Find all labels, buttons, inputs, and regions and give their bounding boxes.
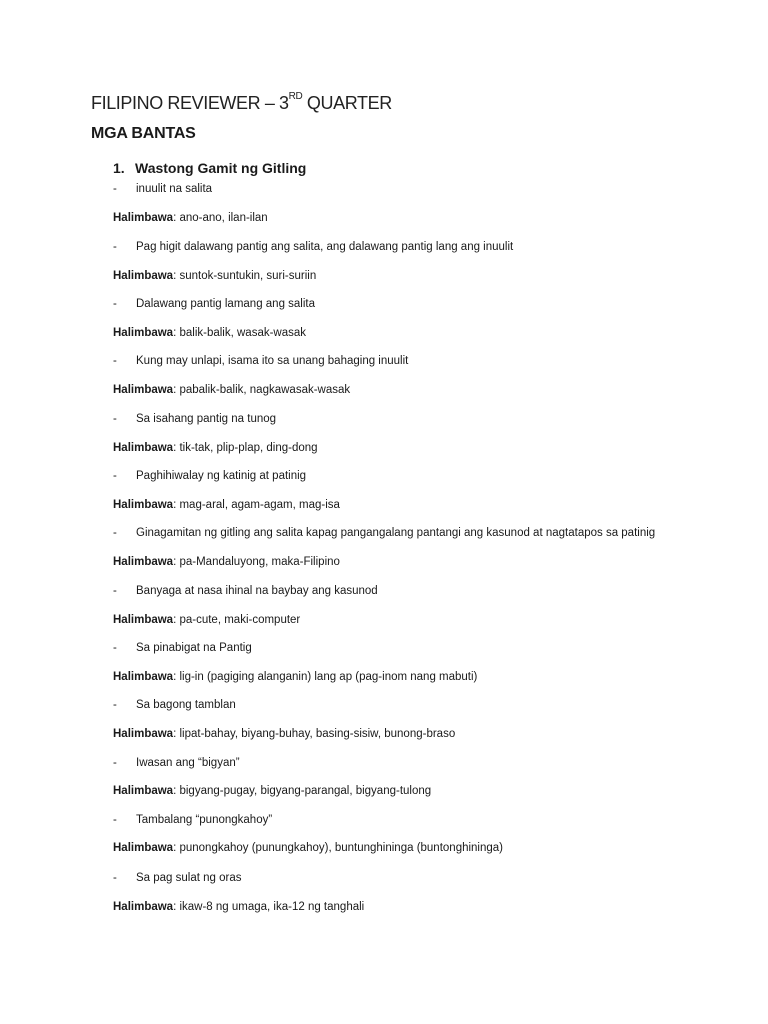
example-label: Halimbawa — [113, 842, 174, 854]
rule-line — [113, 240, 513, 254]
rule-text: Paghihiwalay ng katinig at patinig — [136, 470, 307, 482]
dash-marker: - — [113, 355, 117, 367]
dash-marker: - — [113, 413, 117, 425]
rule-line — [113, 182, 212, 196]
document-title — [91, 93, 392, 114]
dash-marker: - — [113, 642, 117, 654]
rule-line — [113, 641, 252, 655]
rule-text: Sa bagong tamblan — [136, 699, 236, 711]
dash-marker: - — [113, 241, 117, 253]
dash-marker: - — [113, 585, 117, 597]
example-text: : lipat-bahay, biyang-buhay, basing-sisiw, bunong-braso — [173, 728, 456, 740]
example-label: Halimbawa — [113, 499, 174, 511]
subheading-number: 1. — [113, 160, 125, 176]
rule-text: inuulit na salita — [136, 183, 213, 195]
example-text: : mag-aral, agam-agam, mag-isa — [173, 499, 340, 511]
example-line — [113, 211, 268, 225]
subheading-text: Wastong Gamit ng Gitling — [135, 160, 307, 176]
section-title: MGA BANTAS — [91, 125, 196, 142]
rule-text: Sa isahang pantig na tunog — [136, 413, 277, 425]
example-text: : lig-in (pagiging alanganin) lang ap (pag-inom nang mabuti) — [173, 671, 478, 683]
example-line — [113, 441, 318, 455]
rule-text: Dalawang pantig lamang ang salita — [136, 298, 316, 310]
example-line — [113, 900, 364, 914]
example-line — [113, 784, 431, 798]
example-text: : ano-ano, ilan-ilan — [173, 212, 268, 224]
example-text: : pa-Mandaluyong, maka-Filipino — [173, 556, 340, 568]
dash-marker: - — [113, 183, 117, 195]
rule-text: Kung may unlapi, isama ito sa unang bahaging inuulit — [136, 355, 409, 367]
example-line — [113, 613, 300, 627]
dash-marker: - — [113, 699, 117, 711]
rule-line — [113, 297, 315, 311]
dash-marker: - — [113, 470, 117, 482]
example-text: : bigyang-pugay, bigyang-parangal, bigyang-tulong — [173, 785, 432, 797]
rule-line — [113, 469, 306, 483]
subheading — [113, 160, 306, 176]
dash-marker: - — [113, 298, 117, 310]
title-main: FILIPINO REVIEWER – 3 — [91, 93, 289, 113]
example-line — [113, 670, 477, 684]
dash-marker: - — [113, 527, 117, 539]
example-text: : ikaw-8 ng umaga, ika-12 ng tanghali — [173, 901, 365, 913]
example-label: Halimbawa — [113, 614, 174, 626]
title-superscript: RD — [288, 91, 303, 102]
dash-marker: - — [113, 757, 117, 769]
example-line — [113, 269, 316, 283]
rule-line — [113, 584, 378, 598]
example-label: Halimbawa — [113, 270, 174, 282]
example-text: : tik-tak, plip-plap, ding-dong — [173, 442, 318, 454]
example-label: Halimbawa — [113, 728, 174, 740]
example-line — [113, 326, 306, 340]
rule-text: Ginagamitan ng gitling ang salita kapag pangangalang pantangi ang kasunod at nagtatapos sa patinig — [136, 527, 656, 539]
rule-line — [113, 354, 408, 368]
example-text: : pabalik-balik, nagkawasak-wasak — [173, 384, 351, 396]
example-line — [113, 841, 503, 855]
rule-line — [113, 526, 655, 540]
example-text: : punongkahoy (punungkahoy), buntunghininga (buntonghininga) — [173, 842, 504, 854]
rule-text: Iwasan ang “bigyan” — [136, 757, 240, 769]
dash-marker: - — [113, 814, 117, 826]
example-label: Halimbawa — [113, 327, 174, 339]
rule-line — [113, 698, 236, 712]
example-label: Halimbawa — [113, 671, 174, 683]
example-label: Halimbawa — [113, 556, 174, 568]
example-label: Halimbawa — [113, 442, 174, 454]
example-text: : pa-cute, maki-computer — [173, 614, 301, 626]
example-label: Halimbawa — [113, 384, 174, 396]
example-label: Halimbawa — [113, 785, 174, 797]
example-text: : suntok-suntukin, suri-suriin — [173, 270, 317, 282]
example-line — [113, 498, 340, 512]
rule-text: Tambalang “punongkahoy” — [136, 814, 273, 826]
rule-line — [113, 412, 276, 426]
rule-line — [113, 871, 242, 885]
example-text: : balik-balik, wasak-wasak — [173, 327, 307, 339]
example-line — [113, 555, 340, 569]
rule-text: Banyaga at nasa ihinal na baybay ang kasunod — [136, 585, 378, 597]
example-line — [113, 727, 455, 741]
rule-text: Sa pag sulat ng oras — [136, 872, 242, 884]
rule-line — [113, 813, 272, 827]
example-line — [113, 383, 350, 397]
title-end: QUARTER — [302, 93, 392, 113]
rule-text: Pag higit dalawang pantig ang salita, ang dalawang pantig lang ang inuulit — [136, 241, 514, 253]
example-label: Halimbawa — [113, 212, 174, 224]
rule-text: Sa pinabigat na Pantig — [136, 642, 252, 654]
dash-marker: - — [113, 872, 117, 884]
rule-line — [113, 756, 240, 770]
example-label: Halimbawa — [113, 901, 174, 913]
